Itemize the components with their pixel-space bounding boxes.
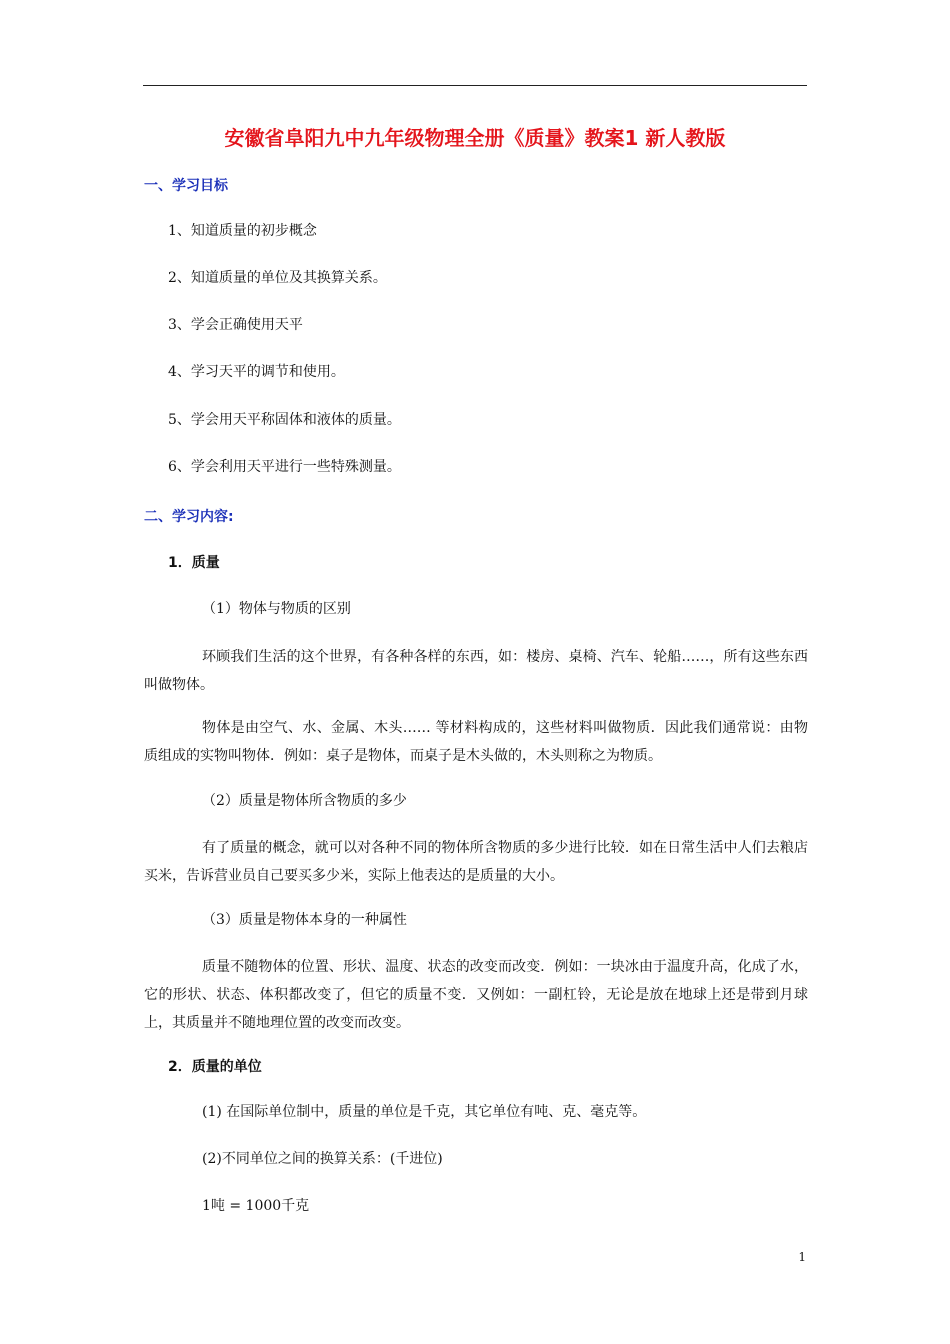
objective-item: 1、知道质量的初步概念 bbox=[168, 223, 317, 239]
subsection-title-units: 2．质量的单位 bbox=[168, 1059, 262, 1075]
part-label: （1）物体与物质的区别 bbox=[202, 601, 351, 617]
document-title: 安徽省阜阳九中九年级物理全册《质量》教案1 新人教版 bbox=[224, 126, 726, 150]
objective-item: 6、学会利用天平进行一些特殊测量。 bbox=[168, 459, 401, 475]
part-label: （2）质量是物体所含物质的多少 bbox=[202, 793, 407, 809]
unit-line: (1) 在国际单位制中，质量的单位是千克，其它单位有吨、克、毫克等。 bbox=[202, 1104, 647, 1120]
unit-line: 1吨 = 1000千克 bbox=[202, 1198, 310, 1214]
part-label: （3）质量是物体本身的一种属性 bbox=[202, 912, 407, 928]
paragraph: 物体是由空气、水、金属、木头…… 等材料构成的，这些材料叫做物质．因此我们通常说：由物质组成的实物叫物体．例如：桌子是物体，而桌子是木头做的，木头则称之为物质。 bbox=[144, 720, 808, 764]
section-heading-content: 二、学习内容: bbox=[144, 509, 234, 525]
paragraph: 环顾我们生活的这个世界，有各种各样的东西，如：楼房、桌椅、汽车、轮船……，所有这些东西叫做物体。 bbox=[144, 649, 808, 693]
paragraph: 质量不随物体的位置、形状、温度、状态的改变而改变．例如：一块冰由于温度升高，化成了水，它的形状、状态、体积都改变了，但它的质量不变．又例如：一副杠铃，无论是放在地球上还是带到月球上，其质量并不随地理位置的改变而改变。 bbox=[144, 959, 808, 1031]
subsection-title-mass: 1．质量 bbox=[168, 555, 220, 571]
objective-item: 2、知道质量的单位及其换算关系。 bbox=[168, 270, 387, 286]
paragraph: 有了质量的概念，就可以对各种不同的物体所含物质的多少进行比较．如在日常生活中人们去粮店买米，告诉营业员自己要买多少米，实际上他表达的是质量的大小。 bbox=[144, 840, 808, 884]
unit-line: (2)不同单位之间的换算关系：(千进位) bbox=[202, 1151, 443, 1167]
objective-item: 3、学会正确使用天平 bbox=[168, 317, 303, 333]
objective-item: 4、学习天平的调节和使用。 bbox=[168, 364, 345, 380]
page-number: 1 bbox=[798, 1250, 806, 1264]
header-rule bbox=[143, 85, 807, 86]
section-heading-objectives: 一、学习目标 bbox=[144, 178, 228, 194]
objective-item: 5、学会用天平称固体和液体的质量。 bbox=[168, 412, 401, 428]
